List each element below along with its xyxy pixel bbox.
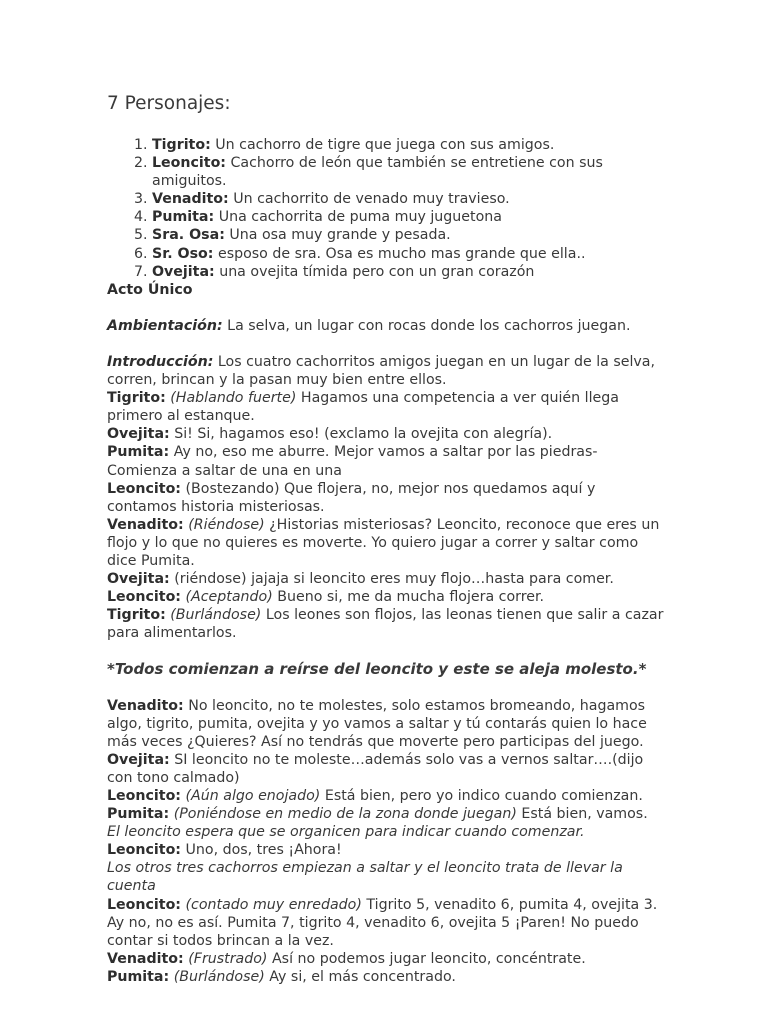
dialogue-text: Si! Si, hagamos eso! (exclamo la ovejita con alegría). [169,426,553,443]
dialogue-line [107,968,667,986]
dialogue-line [107,480,667,516]
dialogue-line [107,950,667,968]
character-name: Leoncito: [152,155,226,172]
speaker-name: Pumita: [107,968,170,985]
dialogue-line [107,606,667,642]
list-item [152,190,667,208]
introduccion-label: Introducción: [107,353,214,370]
dialogue-line [107,443,667,479]
characters-heading: 7 Personajes: [107,93,231,114]
dialogue-text: Está bien, pero yo indico cuando comienzan. [320,788,643,804]
dialogue-text: Ay no, eso me aburre. Mejor vamos a saltar por las piedras- Comienza a saltar de una en una [107,444,598,479]
dialogue-text: Así no podemos jugar leoncito, concéntrate. [267,950,586,967]
list-item [152,226,667,244]
stage-cue: (Aún algo enojado) [181,788,321,804]
ambientacion-text: La selva, un lugar con rocas donde los cachorros juegan. [222,317,631,334]
dialogue-text: Los leones son flojos, las leonas tienen que salir a cazar para alimentarlos. [107,607,664,642]
dialogue-text: Uno, dos, tres ¡Ahora! [181,842,342,859]
introduccion-paragraph [107,353,667,389]
stage-cue: (Burlándose) [169,968,265,985]
stage-cue: (Hablando fuerte) [165,390,297,407]
speaker-name: Ovejita: [107,426,170,443]
character-name: Venadito: [152,191,229,208]
character-desc: Una osa muy grande y pesada. [224,227,451,244]
speaker-name: Leoncito: [107,589,181,606]
dialogue-line [107,896,667,950]
speaker-name: Leoncito: [107,896,181,913]
speaker-name: Tigrito: [107,390,166,407]
speaker-name: Tigrito: [107,607,166,624]
dialogue-line [107,697,667,751]
speaker-name: Venadito: [107,697,184,714]
stage-cue: (contado muy enredado) [181,896,362,913]
dialogue-line [107,841,667,859]
characters-list [107,136,667,281]
dialogue-line [107,805,667,823]
dialogue-text: SI leoncito no te moleste…además solo vas a vernos saltar….(dijo con tono calmado) [107,751,644,786]
character-desc: Un cachorro de tigre que juega con sus amigos. [210,137,555,153]
dialogue-text: Hagamos una competencia a ver quién llega primero al estanque. [107,390,619,425]
stage-cue: (Aceptando) [181,589,273,606]
list-item [152,208,667,226]
stage-cue: (Riéndose) [183,516,265,533]
ambientacion-label: Ambientación: [107,317,223,334]
dialogue-line [107,389,667,425]
dialogue-text: Bueno si, me da mucha flojera correr. [272,589,545,606]
character-name: Tigrito: [152,137,211,153]
ambientacion-paragraph [107,317,667,335]
speaker-name: Leoncito: [107,788,181,804]
character-desc: esposo de sra. Osa es mucho mas grande que ella.. [213,245,586,262]
dialogue-line [107,787,667,805]
act-title: Acto Único [107,281,193,298]
character-desc: una ovejita tímida pero con un gran corazón [214,263,535,280]
speaker-name: Ovejita: [107,751,170,768]
character-desc: Un cachorrito de venado muy travieso. [228,191,510,208]
dialogue-line [107,588,667,606]
character-name: Pumita: [152,209,215,226]
dialogue-text: ¿Historias misteriosas? Leoncito, reconoce que eres un flojo y lo que no quieres es moverte. Yo quiero jugar a correr y saltar como dice Pumita. [107,516,660,569]
stage-cue: (Poniéndose en medio de la zona donde juegan) [169,806,517,823]
speaker-name: Pumita: [107,806,170,823]
stage-cue: (Frustrado) [183,950,268,967]
dialogue-line [107,516,667,570]
stage-direction: Los otros tres cachorros empiezan a saltar y el leoncito trata de llevar la cuenta [107,860,623,895]
list-item [152,154,667,190]
character-name: Sr. Oso: [152,245,214,262]
dialogue-text: Está bien, vamos. [516,806,648,823]
dialogue-line [107,570,667,588]
character-desc: Cachorro de león que también se entretiene con sus amiguitos. [152,155,603,190]
stage-cue: (Burlándose) [165,607,262,624]
dialogue-block-1 [107,389,667,642]
document-page [107,93,667,986]
dialogue-line [107,751,667,787]
dialogue-block-3 [107,841,667,859]
introduccion-text: Los cuatro cachorritos amigos juegan en un lugar de la selva, corren, brincan y la pasan muy bien entre ellos. [107,353,656,389]
speaker-name: Venadito: [107,516,184,533]
character-name: Sra. Osa: [152,227,225,244]
speaker-name: Ovejita: [107,571,170,588]
stage-direction: El leoncito espera que se organicen para indicar cuando comenzar. [107,824,585,841]
dialogue-text: No leoncito, no te molestes, solo estamos bromeando, hagamos algo, tigrito, pumita, ovejita y yo vamos a saltar y tú contarás quien lo hace más veces ¿Quieres? Así no tendrás que moverte pero participas del juego. [107,697,647,750]
list-item [152,245,667,263]
stage-note: *Todos comienzan a reírse del leoncito y este se aleja molesto.* [107,660,647,679]
dialogue-block-2 [107,697,667,824]
speaker-name: Leoncito: [107,842,181,859]
dialogue-text: Tigrito 5, venadito 6, pumita 4, ovejita 3. Ay no, no es así. Pumita 7, tigrito 4, venadito 6, ovejita 5 ¡Paren! No puedo contar si todos brincan a la vez. [107,896,658,949]
dialogue-text: (riéndose) jajaja si leoncito eres muy flojo…hasta para comer. [169,571,614,588]
dialogue-line [107,425,667,443]
speaker-name: Leoncito: [107,480,181,497]
dialogue-block-4 [107,896,667,986]
character-name: Ovejita: [152,263,215,280]
character-desc: Una cachorrita de puma muy juguetona [214,209,502,226]
speaker-name: Pumita: [107,444,170,461]
speaker-name: Venadito: [107,950,184,967]
list-item [152,263,667,281]
dialogue-text: Ay si, el más concentrado. [264,968,456,985]
dialogue-text: (Bostezando) Que flojera, no, mejor nos quedamos aquí y contamos historia misteriosas. [107,480,596,515]
list-item [152,136,667,154]
